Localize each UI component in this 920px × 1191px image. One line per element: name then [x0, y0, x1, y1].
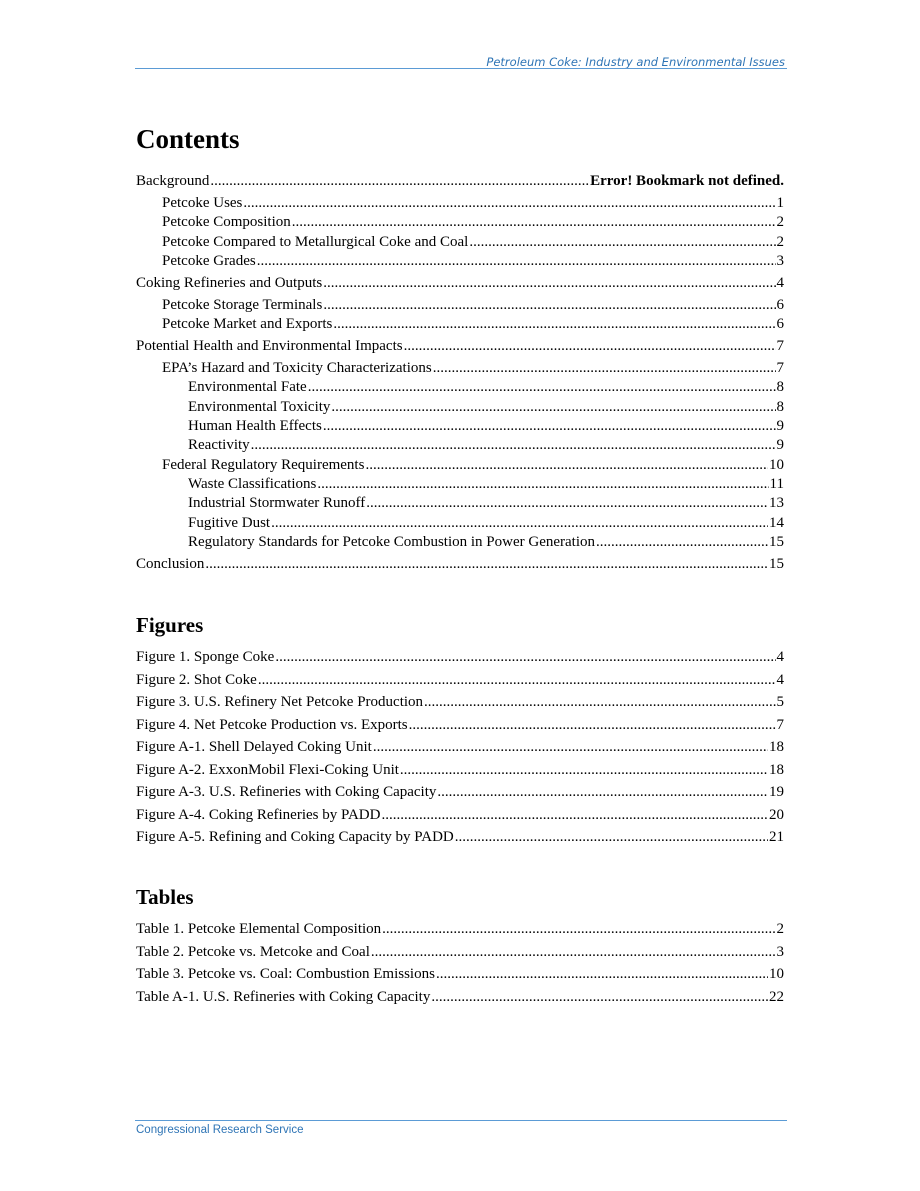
contents-entry-page: 11 [769, 475, 784, 492]
tables-entry-label: Table 3. Petcoke vs. Coal: Combustion Emissions [136, 966, 435, 982]
contents-entry-label: Coking Refineries and Outputs [136, 274, 323, 291]
contents-entry-label: Petcoke Storage Terminals [162, 296, 323, 313]
tables-entry-page: 3 [776, 943, 784, 960]
contents-entry-label: Petcoke Uses [162, 195, 243, 211]
contents-entry-label: Petcoke Grades [162, 252, 256, 269]
contents-entry-label: Petcoke Market and Exports [162, 316, 333, 333]
tables-entry-label: Table 2. Petcoke vs. Metcoke and Coal [136, 943, 370, 960]
figures-entry-page: 5 [776, 694, 784, 710]
contents-entry-label: EPA’s Hazard and Toxicity Characterizations [162, 360, 432, 377]
tables-entry-page: 22 [769, 988, 784, 1005]
tables-entry-page: 2 [776, 921, 784, 937]
dot-leader [373, 739, 768, 756]
figures-entry[interactable] [136, 672, 784, 695]
tables-entry[interactable] [136, 944, 784, 967]
contents-entry[interactable] [136, 297, 784, 316]
dot-leader [404, 338, 776, 355]
figures-entry-label: Figure A-1. Shell Delayed Coking Unit [136, 739, 372, 755]
dot-leader [292, 214, 776, 231]
dot-leader [323, 297, 775, 314]
contents-entry-page: 7 [776, 338, 784, 355]
contents-entry-page: 3 [776, 252, 784, 269]
figures-entry[interactable] [136, 717, 784, 740]
contents-entry-label: Fugitive Dust [188, 514, 271, 531]
contents-entry-label: Human Health Effects [188, 418, 322, 435]
dot-leader [365, 457, 768, 474]
contents-entry[interactable] [136, 534, 784, 556]
dot-leader [371, 944, 776, 961]
contents-entry[interactable] [136, 173, 784, 195]
tables-entry-label: Table A-1. U.S. Refineries with Coking Capacity [136, 988, 431, 1005]
figures-entry[interactable] [136, 694, 784, 717]
contents-entry[interactable] [136, 379, 784, 398]
dot-leader [323, 418, 776, 435]
figures-entry-page: 4 [776, 649, 784, 665]
dot-leader [400, 762, 768, 779]
contents-entry-page: 10 [769, 456, 784, 473]
contents-entry-label: Background [136, 173, 210, 189]
contents-entry-page: 14 [769, 514, 784, 531]
dot-leader [205, 556, 768, 573]
contents-entry-label: Reactivity [188, 437, 250, 454]
contents-entry[interactable] [136, 338, 784, 360]
figures-entry-label: Figure A-2. ExxonMobil Flexi-Coking Unit [136, 761, 399, 778]
contents-entry[interactable] [136, 437, 784, 456]
contents-entry-page: 2 [776, 233, 784, 250]
contents-entry-page: 6 [776, 316, 784, 333]
contents-entry-page: 15 [769, 555, 784, 572]
contents-entry[interactable] [136, 556, 784, 575]
contents-entry-page: 13 [769, 495, 784, 512]
contents-entry-page: 6 [776, 296, 784, 313]
figures-entry[interactable] [136, 807, 784, 830]
contents-entry-label: Regulatory Standards for Petcoke Combustion in Power Generation [188, 533, 596, 550]
contents-entry-page: 8 [776, 379, 784, 396]
footer-rule [135, 1120, 787, 1121]
figures-entry[interactable] [136, 649, 784, 672]
contents-entry-page: 7 [776, 360, 784, 377]
dot-leader [431, 989, 768, 1006]
figures-entry[interactable] [136, 829, 784, 852]
contents-entry-page: Error! Bookmark not defined. [590, 173, 784, 189]
contents-entry-label: Environmental Toxicity [188, 398, 331, 415]
contents-entry[interactable] [136, 195, 784, 214]
figures-entry-label: Figure 2. Shot Coke [136, 671, 257, 688]
figures-entry-label: Figure 1. Sponge Coke [136, 649, 275, 665]
figures-entry-label: Figure 4. Net Petcoke Production vs. Exports [136, 716, 408, 733]
contents-entry-label: Environmental Fate [188, 379, 307, 396]
dot-leader [436, 966, 768, 983]
dot-leader [433, 360, 776, 377]
contents-entry[interactable] [136, 399, 784, 418]
contents-entry[interactable] [136, 515, 784, 534]
contents-entry-page: 4 [776, 274, 784, 291]
contents-entry[interactable] [136, 360, 784, 379]
contents-entry-page: 1 [776, 195, 784, 211]
figures-entry-page: 21 [769, 829, 784, 845]
dot-leader [455, 829, 768, 846]
figures-entry[interactable] [136, 739, 784, 762]
contents-entry-page: 15 [769, 533, 784, 550]
dot-leader [409, 717, 776, 734]
contents-entry-page: 9 [776, 437, 784, 454]
figures-entry-page: 20 [769, 806, 784, 823]
dot-leader [469, 234, 775, 251]
contents-entry[interactable] [136, 316, 784, 338]
dot-leader [275, 649, 775, 666]
dot-leader [323, 275, 775, 292]
dot-leader [271, 515, 768, 532]
contents-entry[interactable] [136, 214, 784, 233]
figures-heading: Figures [136, 613, 204, 637]
contents-entry[interactable] [136, 418, 784, 437]
figures-entry-label: Figure A-5. Refining and Coking Capacity by PADD [136, 829, 454, 845]
dot-leader [596, 534, 768, 551]
figures-entry-label: Figure A-3. U.S. Refineries with Coking Capacity [136, 784, 437, 800]
dot-leader [258, 672, 776, 689]
tables-list [136, 921, 784, 1011]
contents-list [136, 173, 784, 575]
dot-leader [257, 253, 776, 270]
dot-leader [331, 399, 775, 416]
dot-leader [366, 495, 768, 512]
tables-entry-label: Table 1. Petcoke Elemental Composition [136, 921, 382, 937]
dot-leader [210, 173, 589, 190]
contents-entry-label: Potential Health and Environmental Impacts [136, 338, 403, 355]
figures-entry-page: 18 [769, 761, 784, 778]
figures-entry-page: 7 [776, 716, 784, 733]
dot-leader [333, 316, 775, 333]
contents-entry[interactable] [136, 457, 784, 476]
figures-entry-label: Figure 3. U.S. Refinery Net Petcoke Production [136, 694, 424, 710]
figures-list [136, 649, 784, 852]
dot-leader [382, 921, 775, 938]
dot-leader [437, 784, 768, 801]
dot-leader [317, 476, 768, 493]
figures-entry-page: 4 [776, 671, 784, 688]
contents-entry-label: Petcoke Compared to Metallurgical Coke and Coal [162, 233, 469, 250]
contents-entry-page: 8 [776, 398, 784, 415]
dot-leader [381, 807, 768, 824]
contents-entry-label: Federal Regulatory Requirements [162, 456, 365, 473]
contents-entry-label: Petcoke Composition [162, 214, 291, 231]
tables-entry[interactable] [136, 921, 784, 944]
dot-leader [424, 694, 775, 711]
figures-entry-label: Figure A-4. Coking Refineries by PADD [136, 806, 381, 823]
contents-entry-label: Conclusion [136, 555, 205, 572]
contents-entry-page: 9 [776, 418, 784, 435]
contents-entry[interactable] [136, 253, 784, 275]
running-header: Petroleum Coke: Industry and Environmental Issues [486, 55, 785, 69]
figures-entry[interactable] [136, 784, 784, 807]
contents-heading: Contents [136, 124, 240, 154]
header-rule [135, 68, 787, 69]
contents-entry-page: 2 [776, 214, 784, 231]
contents-entry[interactable] [136, 275, 784, 297]
figures-entry[interactable] [136, 762, 784, 785]
tables-heading: Tables [136, 885, 194, 909]
tables-entry[interactable] [136, 989, 784, 1012]
dot-leader [243, 195, 775, 212]
tables-entry[interactable] [136, 966, 784, 989]
dot-leader [251, 437, 776, 454]
figures-entry-page: 19 [769, 784, 784, 800]
running-footer: Congressional Research Service [136, 1124, 304, 1136]
contents-entry[interactable] [136, 234, 784, 253]
contents-entry[interactable] [136, 495, 784, 514]
contents-entry-label: Waste Classifications [188, 475, 317, 492]
contents-entry[interactable] [136, 476, 784, 495]
tables-entry-page: 10 [769, 966, 784, 982]
dot-leader [308, 379, 776, 396]
contents-entry-label: Industrial Stormwater Runoff [188, 495, 366, 512]
figures-entry-page: 18 [769, 739, 784, 755]
